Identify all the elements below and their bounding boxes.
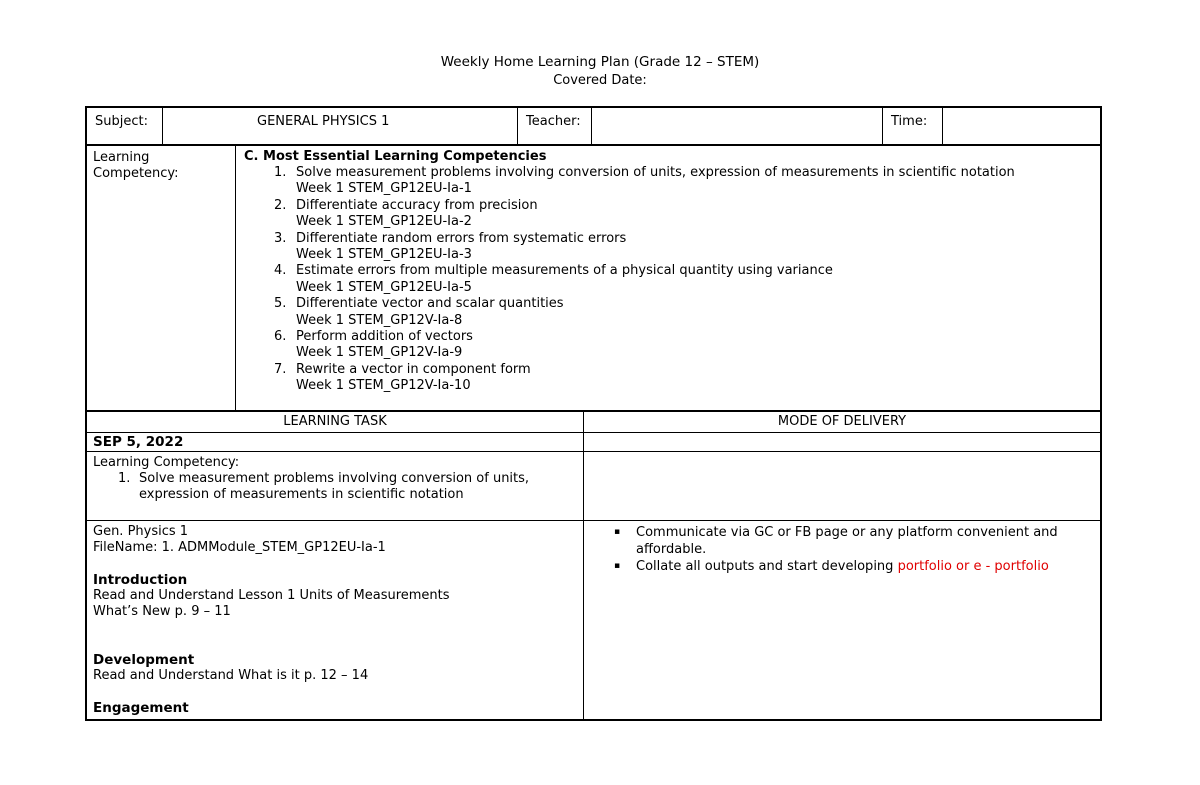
competency-content: [244, 149, 1094, 395]
competency-heading: C. Most Essential Learning Competencies: [244, 149, 547, 164]
mode-list: ▪ Communicate via GC or FB page or any platform convenient and affordable. ▪ Collate all outputs and start developing portfolio or e - portfolio: [584, 524, 1100, 575]
introduction-line: What’s New p. 9 – 11: [93, 604, 231, 619]
competency-code: Week 1 STEM_GP12EU-Ia-1: [296, 181, 472, 197]
divider: [162, 108, 163, 144]
engagement-heading: Engagement: [93, 700, 189, 716]
competency-item: 2. Differentiate accuracy from precision: [274, 197, 538, 213]
divider: [87, 451, 1100, 452]
competency-item: 1. Solve measurement problems involving conversion of units, expression of measurements in scientific notation: [274, 165, 1015, 180]
task-details: [93, 524, 573, 716]
task-date: SEP 5, 2022: [93, 434, 184, 450]
development-heading: Development: [93, 652, 195, 668]
subject-label: Subject:: [95, 114, 148, 129]
divider: [882, 108, 883, 144]
mode-of-delivery-header: MODE OF DELIVERY: [777, 414, 907, 429]
teacher-label: Teacher:: [526, 114, 581, 129]
competency-table: [85, 144, 1102, 412]
divider: [87, 432, 1100, 433]
divider: [517, 108, 518, 144]
subject-value: GENERAL PHYSICS 1: [257, 114, 390, 129]
introduction-line: Read and Understand Lesson 1 Units of Measurements: [93, 588, 450, 603]
competency-item: 6. Perform addition of vectors: [274, 329, 473, 345]
covered-date: Covered Date:: [553, 73, 647, 88]
competency-item: 4. Estimate errors from multiple measurements of a physical quantity using variance: [274, 263, 833, 279]
divider: [87, 520, 1100, 521]
divider: [942, 108, 943, 144]
time-label: Time:: [891, 114, 928, 129]
development-line: Read and Understand What is it p. 12 – 14: [93, 668, 369, 683]
competency-item: 7. Rewrite a vector in component form: [274, 361, 531, 377]
competency-code: Week 1 STEM_GP12V-Ia-8: [296, 312, 463, 328]
task-competency: Learning Competency: 1. Solve measurement problems involving conversion of units, expression of measurements in scientific notation: [93, 455, 530, 503]
info-table: [85, 106, 1102, 146]
module-filename: FileName: 1. ADMModule_STEM_GP12EU-Ia-1: [93, 540, 386, 555]
divider: [591, 108, 592, 144]
competency-code: Week 1 STEM_GP12V-Ia-10: [296, 378, 471, 394]
competency-code: Week 1 STEM_GP12EU-Ia-5: [296, 279, 472, 295]
portfolio-highlight: portfolio or e - portfolio: [897, 559, 1049, 574]
competency-code: Week 1 STEM_GP12EU-Ia-3: [296, 247, 472, 263]
divider: [235, 146, 236, 410]
competency-label: Learning Competency:: [93, 150, 179, 181]
page-title: Weekly Home Learning Plan (Grade 12 – STEM): [440, 54, 760, 70]
competency-list: [244, 165, 1094, 395]
introduction-heading: Introduction: [93, 572, 188, 588]
mode-item: ▪ Collate all outputs and start developing portfolio or e - portfolio: [614, 559, 1049, 574]
mode-item: ▪ Communicate via GC or FB page or any platform convenient and: [614, 525, 1058, 540]
course-name: Gen. Physics 1: [93, 524, 189, 539]
learning-task-header: LEARNING TASK: [283, 414, 387, 429]
competency-item: 3. Differentiate random errors from systematic errors: [274, 230, 627, 246]
learning-task-table: [85, 410, 1102, 721]
competency-code: Week 1 STEM_GP12V-Ia-9: [296, 345, 463, 361]
competency-item: 5. Differentiate vector and scalar quantities: [274, 296, 564, 312]
competency-code: Week 1 STEM_GP12EU-Ia-2: [296, 214, 472, 230]
